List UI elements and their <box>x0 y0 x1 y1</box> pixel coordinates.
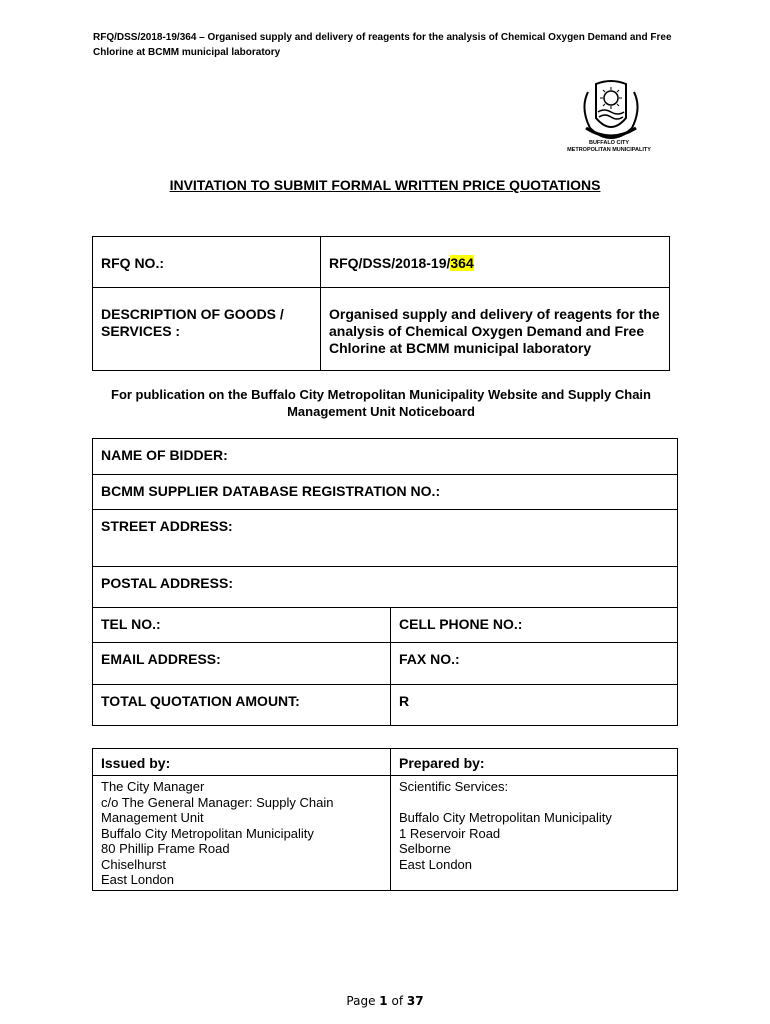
bidder-details-table <box>92 438 678 726</box>
page-footer: Page 1 of 37 <box>346 994 424 1008</box>
issued-by-address: The City Manager c/o The General Manager: Supply Chain Management Unit Buffalo City Metropolitan Municipality 80 Phillip Frame Road Chiselhurst East London <box>93 776 391 891</box>
email-field: EMAIL ADDRESS: <box>93 643 391 685</box>
cell-phone-field: CELL PHONE NO.: <box>391 608 678 643</box>
postal-address-field: POSTAL ADDRESS: <box>93 567 678 608</box>
rfq-no-label: RFQ NO.: <box>93 237 321 288</box>
issued-prepared-table <box>92 748 678 891</box>
fax-no-field: FAX NO.: <box>391 643 678 685</box>
description-label: DESCRIPTION OF GOODS / SERVICES : <box>93 288 321 371</box>
tel-no-field: TEL NO.: <box>93 608 391 643</box>
total-amount-field: TOTAL QUOTATION AMOUNT: <box>93 685 391 726</box>
prepared-by-label: Prepared by: <box>391 749 678 776</box>
registration-no-field: BCMM SUPPLIER DATABASE REGISTRATION NO.: <box>93 475 678 510</box>
rfq-no-value: RFQ/DSS/2018-19/364 <box>321 237 670 288</box>
description-value: Organised supply and delivery of reagents for the analysis of Chemical Oxygen Demand and Free Chlorine at BCMM municipal laboratory <box>321 288 670 371</box>
rfq-info-table <box>92 236 670 371</box>
rfq-number-highlight: 364 <box>450 255 474 271</box>
publication-notice: For publication on the Buffalo City Metropolitan Municipality Website and Supply Chain Management Unit Noticeboard <box>111 387 651 419</box>
street-address-field: STREET ADDRESS: <box>93 510 678 567</box>
currency-symbol: R <box>391 685 678 726</box>
prepared-by-address: Scientific Services: Buffalo City Metropolitan Municipality 1 Reservoir Road Selborne East London <box>391 776 678 891</box>
bidder-name-field: NAME OF BIDDER: <box>93 439 678 475</box>
logo-caption: BUFFALO CITY METROPOLITAN MUNICIPALITY <box>567 140 651 153</box>
issued-by-label: Issued by: <box>93 749 391 776</box>
running-header: RFQ/DSS/2018-19/364 – Organised supply and delivery of reagents for the analysis of Chemical Oxygen Demand and Free Chlorine at BCMM municipal laboratory <box>93 32 672 58</box>
document-title: INVITATION TO SUBMIT FORMAL WRITTEN PRICE QUOTATIONS <box>169 177 601 193</box>
